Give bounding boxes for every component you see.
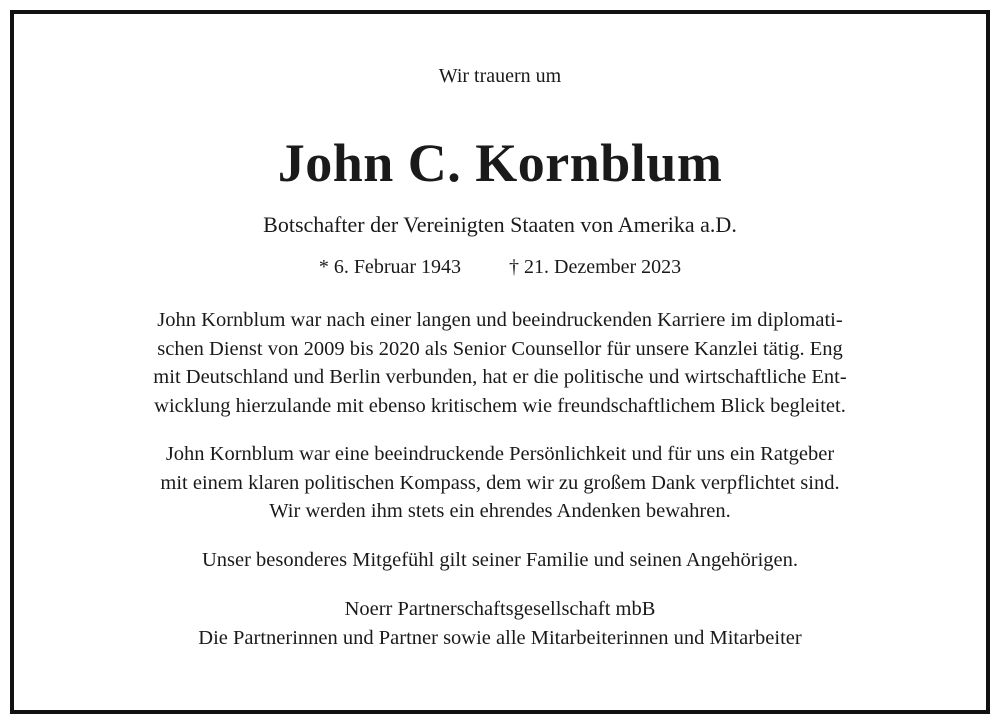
deceased-name: John C. Kornblum — [277, 133, 723, 193]
intro-text: Wir trauern um — [438, 65, 562, 87]
death-date: † 21. Dezember 2023 — [509, 256, 682, 278]
tribute-paragraph-personality — [0, 440, 1000, 526]
birth-date: * 6. Februar 1943 — [318, 256, 462, 278]
life-dates — [0, 256, 1000, 279]
paragraph-line: John Kornblum war nach einer langen und beeindruckenden Karriere im diplomati- — [157, 309, 843, 331]
paragraph-line: schen Dienst von 2009 bis 2020 als Senior Counsellor für unsere Kanzlei tätig. Eng — [157, 337, 843, 360]
paragraph-line: Wir werden ihm stets ein ehrendes Andenken bewahren. — [269, 500, 731, 522]
signature-staff: Die Partnerinnen und Partner sowie alle Mitarbeiterinnen und Mitarbeiter — [198, 626, 802, 649]
paragraph-line: mit einem klaren politischen Kompass, dem wir zu großem Dank verpflichtet sind. — [160, 471, 840, 494]
paragraph-line: wicklung hierzulande mit ebenso kritischem wie freundschaftlichem Blick begleitet. — [154, 394, 846, 417]
deceased-title: Botschafter der Vereinigten Staaten von Amerika a.D. — [263, 212, 737, 237]
signature-block — [0, 595, 1000, 652]
tribute-paragraph-career — [0, 306, 1000, 420]
signature-firm: Noerr Partnerschaftsgesellschaft mbB — [344, 598, 656, 620]
paragraph-line: mit Deutschland und Berlin verbunden, hat er die politische und wirtschaftliche Ent- — [153, 366, 847, 388]
paragraph-line: John Kornblum war eine beeindruckende Persönlichkeit und für uns ein Ratgeber — [165, 443, 835, 465]
condolence-paragraph — [0, 546, 1000, 575]
paragraph-line: Unser besonderes Mitgefühl gilt seiner Familie und seinen Angehörigen. — [201, 549, 799, 571]
